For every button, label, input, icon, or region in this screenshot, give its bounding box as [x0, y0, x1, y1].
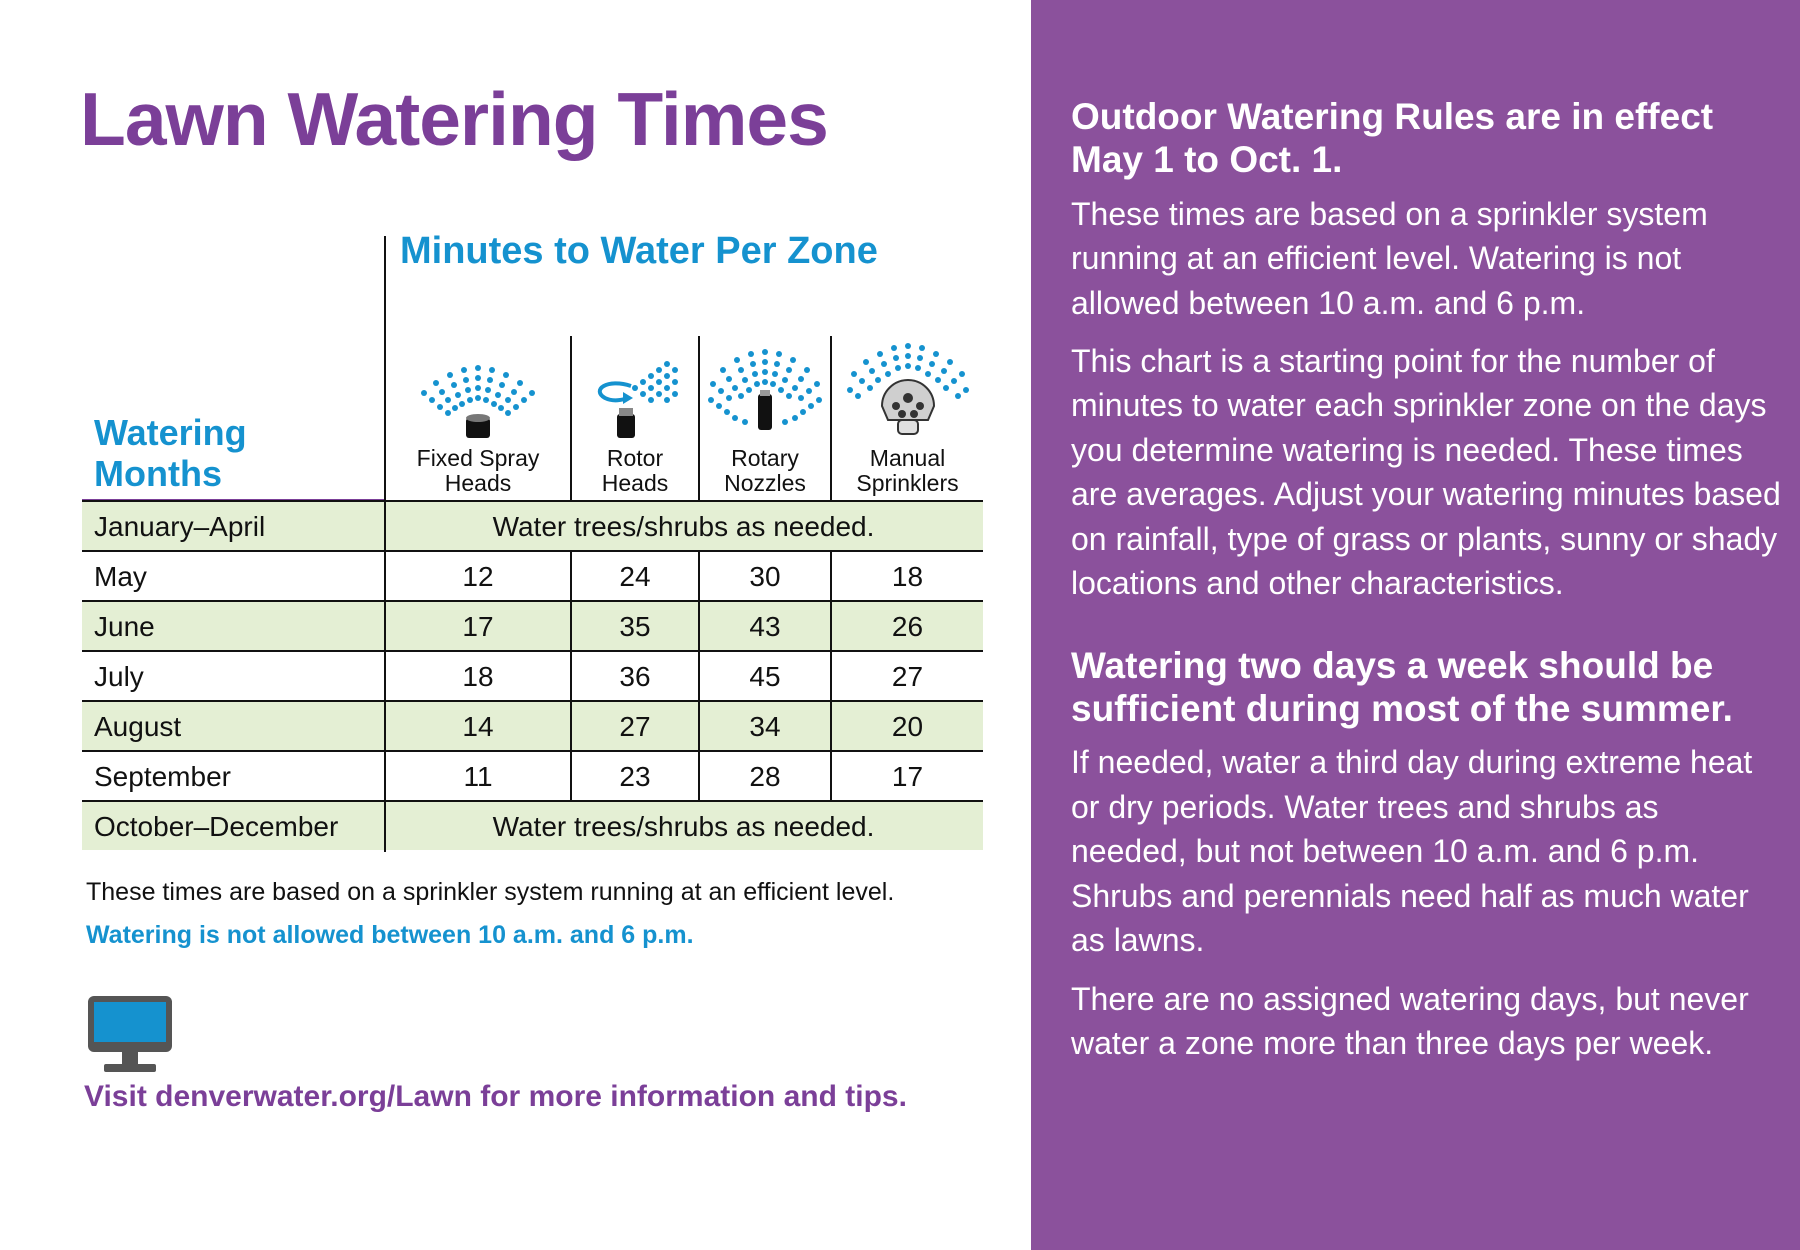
column-label: Rotary — [731, 445, 799, 471]
months-heading-line: Months — [94, 453, 222, 495]
footnote-restriction: Watering is not allowed between 10 a.m. and 6 p.m. — [86, 921, 694, 949]
rotor-head-icon — [587, 356, 683, 440]
column-header-fixed-spray — [386, 336, 570, 500]
frequency-paragraph: If needed, water a third day during extreme heat or dry periods. Water trees and shrubs as needed, but not between 10 a.m. and 6 p.m. Shrubs and perennials need half as much water as lawns. — [1071, 744, 1753, 959]
column-label: Heads — [444, 469, 512, 496]
column-label: Rotor — [606, 445, 664, 471]
minutes-cell: 34 — [749, 711, 781, 742]
month-cell: August — [94, 711, 182, 742]
minutes-cell: 11 — [463, 761, 493, 792]
rules-paragraph: These times are based on a sprinkler system running at an efficient level. Watering is not allowed between 10 a.m. and 6 p.m. — [1071, 195, 1708, 321]
span-note-cell: Water trees/shrubs as needed. — [492, 511, 875, 542]
minutes-cell: 27 — [619, 711, 651, 742]
minutes-cell: 18 — [891, 561, 924, 592]
column-label: Heads — [601, 469, 669, 496]
month-cell: October–December — [94, 811, 339, 842]
rotary-nozzle-icon — [705, 346, 825, 440]
table-row — [82, 500, 983, 550]
minutes-cell: 17 — [462, 611, 494, 642]
table-row — [82, 600, 983, 650]
minutes-cell: 27 — [891, 661, 924, 692]
month-cell: September — [94, 761, 231, 792]
frequency-paragraph: There are no assigned watering days, but never water a zone more than three days per week. — [1071, 980, 1749, 1062]
minutes-cell: 35 — [619, 611, 651, 642]
column-label: Sprinklers — [856, 469, 959, 496]
table-row — [82, 650, 983, 700]
computer-monitor-icon — [86, 994, 174, 1076]
column-label: Nozzles — [724, 469, 806, 496]
page-title: Lawn Watering Times — [80, 77, 828, 161]
months-heading-line: Watering — [94, 412, 247, 453]
span-note-cell: Water trees/shrubs as needed. — [492, 811, 875, 842]
table-row — [82, 800, 983, 850]
visit-link-text: Visit denverwater.org/Lawn for more information and tips. — [84, 1080, 907, 1113]
column-label: Manual — [869, 445, 946, 471]
minutes-cell: 18 — [462, 661, 494, 692]
months-heading — [94, 412, 247, 494]
month-cell: January–April — [94, 511, 266, 542]
table-row — [82, 550, 983, 600]
column-header-rotary — [700, 336, 830, 500]
minutes-cell: 30 — [749, 561, 781, 592]
minutes-cell: 23 — [619, 761, 651, 792]
minutes-cell: 24 — [619, 561, 651, 592]
minutes-cell: 26 — [891, 611, 924, 642]
minutes-cell: 14 — [462, 711, 494, 742]
minutes-cell: 45 — [749, 661, 781, 692]
footnote-efficiency: These times are based on a sprinkler system running at an efficient level. — [86, 878, 895, 906]
frequency-heading: Watering two days a week should be sufficient during most of the summer. — [1071, 644, 1733, 730]
month-cell: June — [94, 611, 155, 642]
minutes-cell: 12 — [462, 561, 494, 592]
table-row — [82, 700, 983, 750]
rules-panel — [1031, 0, 1800, 1250]
rules-heading: Outdoor Watering Rules are in effect May 1 to Oct. 1. — [1071, 96, 1714, 181]
column-header-manual — [832, 336, 983, 500]
month-cell: May — [94, 561, 147, 592]
minutes-heading: Minutes to Water Per Zone — [400, 230, 878, 272]
column-label: Fixed Spray — [416, 445, 540, 471]
month-cell: July — [94, 661, 144, 692]
minutes-cell: 28 — [749, 761, 781, 792]
watering-times-table — [82, 500, 983, 852]
rules-paragraph: This chart is a starting point for the number of minutes to water each sprinkler zone on the days you determine watering is needed. These times are averages. Adjust your watering minutes based on rainfall, type of grass or plants, sunny or shady locations and other characteristics. — [1071, 342, 1781, 602]
column-header-rotor — [572, 336, 698, 500]
minutes-cell: 17 — [891, 761, 924, 792]
minutes-cell: 36 — [619, 661, 651, 692]
minutes-cell: 43 — [749, 611, 781, 642]
fixed-spray-head-icon — [412, 360, 544, 440]
manual-sprinkler-icon — [844, 340, 972, 440]
table-row — [82, 750, 983, 800]
minutes-cell: 20 — [891, 711, 924, 742]
